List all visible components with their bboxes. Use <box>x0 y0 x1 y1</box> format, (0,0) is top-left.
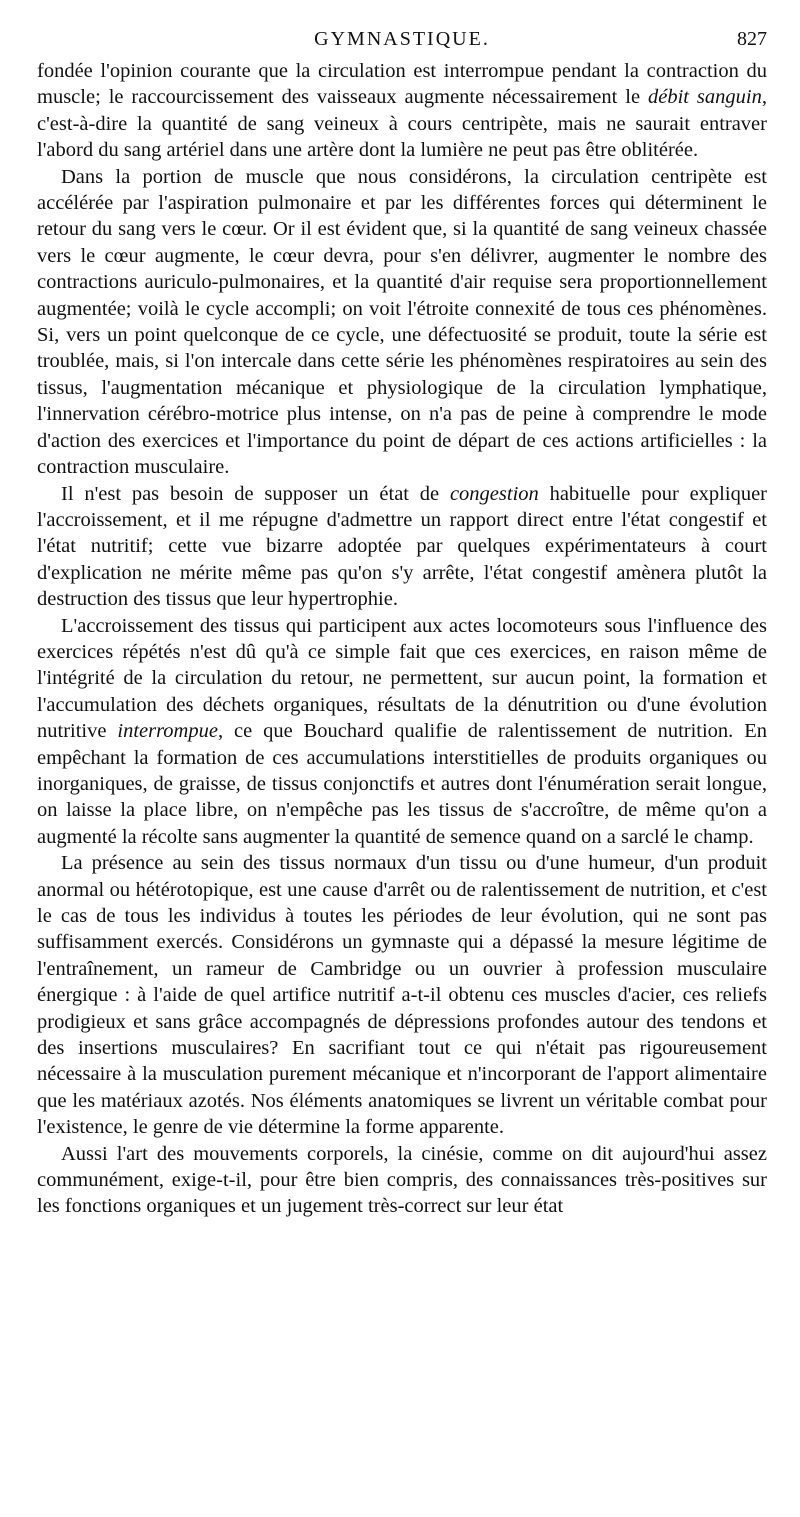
text-run: habituelle pour expliquer l'accroissement, et il me répugne d'admettre un rapport direct entre l'état congestif et l'état nutritif; cette vue bizarre adoptée par quelques expérimentateurs à court d'explication ne mérite même pas qu'on s'y arrête, l'état congestif amènera plutôt la destruction des tissus que leur hypertrophie. <box>37 482 767 611</box>
page-number: 827 <box>737 28 767 50</box>
emphasized-text: débit sanguin <box>648 86 762 109</box>
running-head <box>37 28 767 58</box>
paragraph <box>37 58 767 164</box>
body-text <box>37 58 767 1220</box>
paragraph <box>37 1141 767 1220</box>
emphasized-text: interrompue <box>117 720 218 743</box>
paragraph <box>37 613 767 851</box>
text-run: Aussi l'art des mouvements corporels, la cinésie, comme on dit aujourd'hui assez communément, exige-t-il, pour être bien compris, des connaissances très-positives sur les fonctions organiques et un jugement très-correct sur leur état <box>37 1142 767 1218</box>
running-title: GYMNASTIQUE. <box>314 28 490 50</box>
paragraph <box>37 164 767 481</box>
text-run: Il n'est pas besoin de supposer un état de <box>61 482 450 505</box>
text-run: , c'est-à-dire la quantité de sang veineux à cours centripète, mais ne saurait entraver l'abord du sang artériel dans une artère dont la lumière ne peut pas être oblitérée. <box>37 86 767 162</box>
book-page <box>37 28 767 1220</box>
text-run: , ce que Bouchard qualifie de ralentissement de nutrition. En empêchant la formation de ces accumulations interstitielles de produits organiques ou inorganiques, de graisse, de tissus conjonctifs et autres dont l'énumération serait longue, on laisse la place libre, on n'empêche pas les tissus de s'accroître, de même qu'on a augmenté la récolte sans augmenter la quantité de semence quand on a sarclé le champ. <box>37 720 767 848</box>
emphasized-text: congestion <box>449 482 539 505</box>
text-run: La présence au sein des tissus normaux d'un tissu ou d'une humeur, d'un produit anormal ou hétérotopique, est une cause d'arrêt ou de ralentissement de nutrition, et c'est le cas de tous les individus à toutes les périodes de leur évolution, qui ne sont pas suffisamment exercés. Considérons un gymnaste qui a dépassé la mesure légitime de l'entraînement, un rameur de Cambridge ou un ouvrier à profession musculaire énergique : à l'aide de quel artifice nutritif a-t-il obtenu ces muscles d'acier, ces reliefs prodigieux et sans grâce accompagnés de dépressions profondes autour des tendons et des insertions musculaires? En sacrifiant tout ce qui n'était pas rigoureusement nécessaire à la musculation purement mécanique et n'incorporant de l'apport alimentaire que les matériaux azotés. Nos éléments anatomiques se livrent un véritable combat pour l'existence, le genre de vie détermine la forme apparente. <box>37 852 767 1139</box>
paragraph <box>37 481 767 613</box>
paragraph <box>37 850 767 1140</box>
text-run: Dans la portion de muscle que nous considérons, la circulation centripète est accélérée par l'aspiration pulmonaire et par les différentes forces qui déterminent le retour du sang vers le cœur. Or il est évident que, si la quantité de sang veineux chassée vers le cœur augmente, le cœur devra, pour s'en délivrer, augmenter le nombre des contractions auriculo-pulmonaires, et la quantité d'air requise sera proportionnellement augmentée; voilà le cycle accompli; on voit l'étroite connexité de tous ces phénomènes. Si, vers un point quelconque de ce cycle, une défectuosité se produit, toute la série est troublée, mais, si l'on intercale dans cette série les phénomènes respiratoires au sein des tissus, l'augmentation mécanique et physiologique de la circulation lymphatique, l'innervation cérébro-motrice plus intense, on n'a pas de peine à comprendre le mode d'action des exercices et l'importance du point de départ de ces actions artificielles : la contraction musculaire. <box>37 165 767 479</box>
text-run: L'accroissement des tissus qui participent aux actes locomoteurs sous l'influence des exercices répétés n'est dû qu'à ce simple fait que ces exercices, en raison même de l'intégrité de la circulation du retour, ne permettent, sur aucun point, la formation et l'accumulation des déchets organiques, résultats de la dénutrition ou d'une évolution nutritive <box>37 614 767 743</box>
text-run: fondée l'opinion courante que la circulation est interrompue pendant la contraction du muscle; le raccourcissement des vaisseaux augmente nécessairement le <box>37 60 767 109</box>
